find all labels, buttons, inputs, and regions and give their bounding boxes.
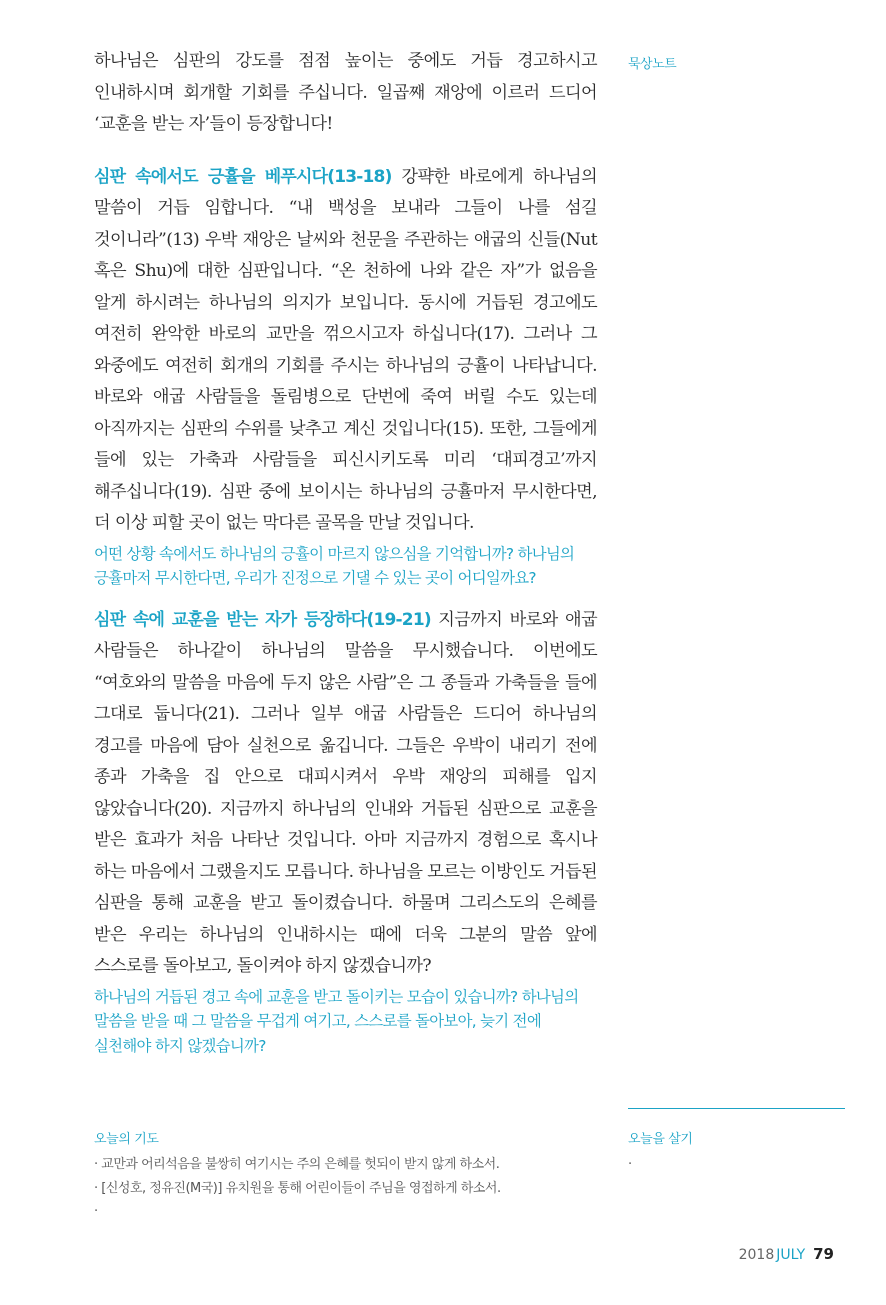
meditation-note-label: 묵상노트 — [628, 57, 677, 72]
prayer-item: · — [94, 1204, 98, 1219]
prayer-item: · [신성호, 정유진(M국)] 유치원을 통해 어린이들이 주님을 영접하게 하소서. — [94, 1180, 501, 1196]
footer-year: 2018 — [738, 1247, 775, 1263]
page-footer — [739, 1245, 834, 1263]
section2-question: 하나님의 거듭된 경고 속에 교훈을 받고 돌이키는 모습이 있습니까? 하나님의 말씀을 받을 때 그 말씀을 무겁게 여기고, 스스로를 돌아보아, 늦기 전에 실천해야 하지 않겠습니까? — [94, 987, 579, 1055]
intro-paragraph: 하나님은 심판의 강도를 점점 높이는 중에도 거듭 경고하시고 인내하시며 회개할 기회를 주십니다. 일곱째 재앙에 이르러 드디어 ‘교훈을 받는 자’들이 등장합니다! — [94, 51, 597, 134]
section1-body: 강퍅한 바로에게 하나님의 말씀이 거듭 임합니다. “내 백성을 보내라 그들이 나를 섬길 것이니라”(13) 우박 재앙은 날씨와 천문을 주관하는 애굽의 신들(Nut 혹은 Shu)에 대한 심판입니다. “온 천하에 나와 같은 자”가 없음을 알게 하시려는 하나님의 의지가 보입니다. 동시에 거듭된 경고에도 여전히 완악한 바로의 교만을 꺾으시고자 하십니다(17). 그러나 그 와중에도 여전히 회개의 기회를 주시는 하나님의 긍휼이 나타납니다. 바로와 애굽 사람들을 돌림병으로 단번에 죽여 버릴 수도 있는데 아직까지는 심판의 수위를 낮추고 계신 것입니다(15). 또한, 그들에게 들에 있는 가축과 사람들을 피신시키도록 미리 ‘대피경고’까지 해주십니다(19). 심판 중에 보이시는 하나님의 긍휼마저 무시한다면, 더 이상 피할 곳이 없는 막다른 골목을 만날 것입니다. — [94, 166, 597, 533]
footer-month: JULY — [776, 1247, 806, 1263]
section2-body: 지금까지 바로와 애굽 사람들은 하나같이 하나님의 말씀을 무시했습니다. 이번에도 “여호와의 말씀을 마음에 두지 않은 사람”은 그 종들과 가축들을 들에 그대로 둡니다(21). 그러나 일부 애굽 사람들은 드디어 하나님의 경고를 마음에 담아 실천으로 옮깁니다. 그들은 우박이 내리기 전에 종과 가축을 집 안으로 대피시켜서 우박 재앙의 피해를 입지 않았습니다(20). 지금까지 하나님의 인내와 거듭된 심판으로 교훈을 받은 효과가 처음 나타난 것입니다. 아마 지금까지 경험으로 혹시나 하는 마음에서 그랬을지도 모릅니다. 하나님을 모르는 이방인도 거듭된 심판을 통해 교훈을 받고 돌이켰습니다. 하물며 그리스도의 은혜를 받은 우리는 하나님의 인내하시는 때에 더욱 그분의 말씀 앞에 스스로를 돌아보고, 돌이켜야 하지 않겠습니까? — [94, 609, 598, 976]
live-today — [628, 1128, 845, 1177]
section2-paragraph — [94, 605, 597, 983]
page-number: 79 — [813, 1245, 834, 1263]
live-today-title: 오늘을 살기 — [628, 1132, 693, 1147]
live-today-item: · — [628, 1157, 632, 1172]
section1-heading: 심판 속에서도 긍휼을 베푸시다(13-18) — [94, 166, 392, 187]
todays-prayer — [94, 1128, 594, 1224]
prayer-title: 오늘의 기도 — [94, 1132, 159, 1147]
main-text-column — [94, 46, 597, 1072]
section2-heading: 심판 속에 교훈을 받는 자가 등장하다(19-21) — [94, 609, 431, 630]
section1-paragraph — [94, 162, 597, 540]
section1-question: 어떤 상황 속에서도 하나님의 긍휼이 마르지 않으심을 기억합니까? 하나님의 긍휼마저 무시한다면, 우리가 진정으로 기댈 수 있는 곳이 어디일까요? — [94, 544, 575, 587]
prayer-item: · 교만과 어리석음을 불쌍히 여기시는 주의 은혜를 헛되이 받지 않게 하소서. — [94, 1157, 500, 1172]
side-divider — [628, 1108, 845, 1109]
